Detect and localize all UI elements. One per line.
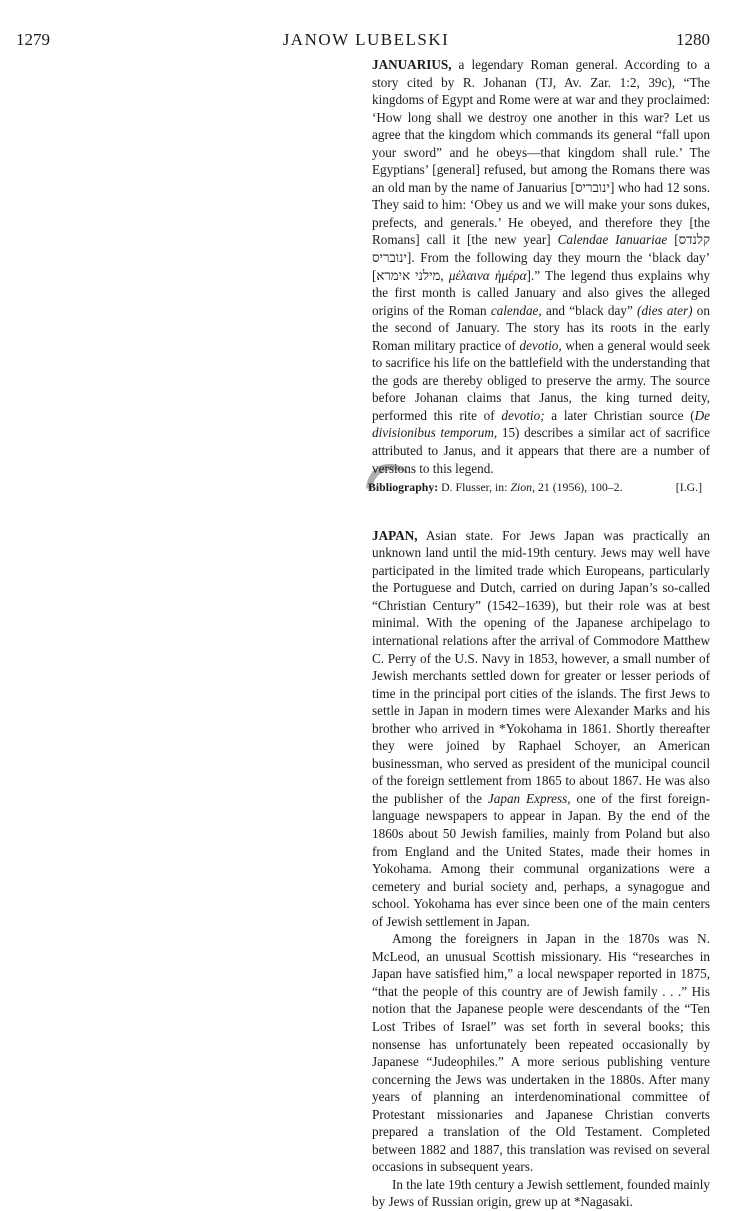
entry-headword-japan: JAPAN, [372,527,418,543]
latin-term: (dies ater) [637,302,693,318]
entry-headword-januarius: JANUARIUS, [372,57,452,72]
page-number-left: 1279 [16,30,50,49]
running-header [0,30,732,54]
bibliography-line [368,479,702,497]
bibliography-text: 21 (1956), 100–2. [535,480,623,495]
latin-term: devotio, [519,337,562,353]
hebrew-term: ינובריס [575,179,610,195]
newspaper-title: Japan Express, [487,790,571,806]
paragraph-japan-2: Among the foreigners in Japan in the 1870s was N. McLeod, an unusual Scottish missionary. His “researches in Japan have satisfied him,” a local newspaper reported in 1875, “that the people of this country are of Jewish family . . .” His notion that the Japanese people were descendants of the “Ten Lost Tribes of Israel” was set forth in several books; this nonsense has unfortunately been repeated occasionally by Japanese “Judeophiles.” A more serious publishing venture concerning the Jews was undertaken in the 1880s. After many years of planning an interdenominational committee of Protestant missionaries and Japanese Christian converts prepared a translation of the Old Testament. Completed between 1882 and 1887, this translation was revised on several occasions in subsequent years. [372,931,710,1175]
entry-text: ].” The legend thus explains why the first month is called January and also gives the alleged origins of the Roman [372,267,711,318]
latin-term: Calendae Ianuariae [557,232,668,248]
entry-text: Asian state. For Jews Japan was practically an unknown land until the mid-19th century. Jews may well have participated in the limited trade which Europeans, particularly the Portuguese and Dutch, carried on during Japan’s so-called “Christian Century” (1542–1639), but their role was at best minimal. With the opening of the Japanese archipelago to international relations after the arrival of Commodore Matthew C. Perry of the U.S. Navy in 1853, however, a small number of Jewish merchants settled down for greater or lesser periods of time in the principal port cities of the islands. The first Jews to settle in Japan in modern times were Alexander Marks and his brother who arrived in *Yokohama in 1861. Shortly thereafter they were joined by Raphael Schoyer, an American businessman, who served as president of the municipal council of the foreign settlement from 1865 to about 1867. He was also the publisher of the [372,527,710,806]
greek-term: μέλαινα ἡμέρα [448,267,527,283]
entry-text: when a general would seek to sacrifice his life on the battlefield with the understanding that the gods are thereby obliged to preserve the army. The source before Johanan claims that Janus, the king turned deity, performed this rite of [372,337,710,423]
entry-text: a legendary Roman general. According to a story cited by R. Johanan (TJ, Av. Zar. 1:2, 39c), “The kingdoms of Egypt and Rome were at war and they proclaimed: ‘How long shall we destroy one another in this war? Let us agree that the kingdom which commands its general “fall upon your sword” and he obeys—that kingdom shall rule.’ The Egyptians’ [general] refused, but among the Romans there was an old man by the name of Januarius [ [372,57,710,195]
entry-text: ]. From the following day they mourn the ‘black day’ [ [372,250,710,283]
running-head-title: JANOW LUBELSKI [282,30,450,49]
text-column [368,56,711,1211]
entry-text: 15) describes a similar act of sacrifice attributed to Janus, and it appears that there are a number of versions to this legend. [372,425,710,476]
latin-term: devotio; [501,407,545,423]
entry-text: , [440,267,449,283]
entry-text: [ [667,232,679,248]
journal-title: Zion, [510,480,536,495]
bibliography-citation [368,479,623,497]
entry-januarius [372,56,710,477]
page-number-right: 1280 [676,30,710,49]
latin-term: calendae, [490,302,542,318]
entry-text: and “black day” [541,302,638,318]
hebrew-term: קלנדס ינובריס [372,232,710,266]
hebrew-term: מילני אימרא [376,267,441,283]
entry-text: one of the first foreign-language newspapers to appear in Japan. By the end of the 1860s about 50 Jewish families, mainly from Poland but also from England and the United States, made their homes in Yokohama. Among their communal organizations were a cemetery and burial society and, perhaps, a synagogue and school. Yokohama has ever since been one of the main centers of Jewish settlement in Japan. [372,790,710,929]
entry-text: a later Christian source ( [544,407,695,423]
author-initials: [I.G.] [675,480,702,495]
entry-text: ] who had 12 sons. They said to him: ‘Obey us and we will make your sons dukes, prefects, and generals.’ He obeyed, and therefore they [the Romans] call it [the new year] [372,179,710,248]
latin-title: De divisionibus temporum, [372,407,710,441]
entry-japan [372,527,710,931]
paragraph-japan-3: In the late 19th century a Jewish settlement, founded mainly by Jews of Russian origin, grew up at *Nagasaki. [372,1176,710,1210]
bibliography-text: D. Flusser, in: [438,480,511,495]
bibliography-label: Bibliography: [368,480,439,495]
entry-text: on the second of January. The story has its roots in the early Roman military practice of [372,302,710,353]
